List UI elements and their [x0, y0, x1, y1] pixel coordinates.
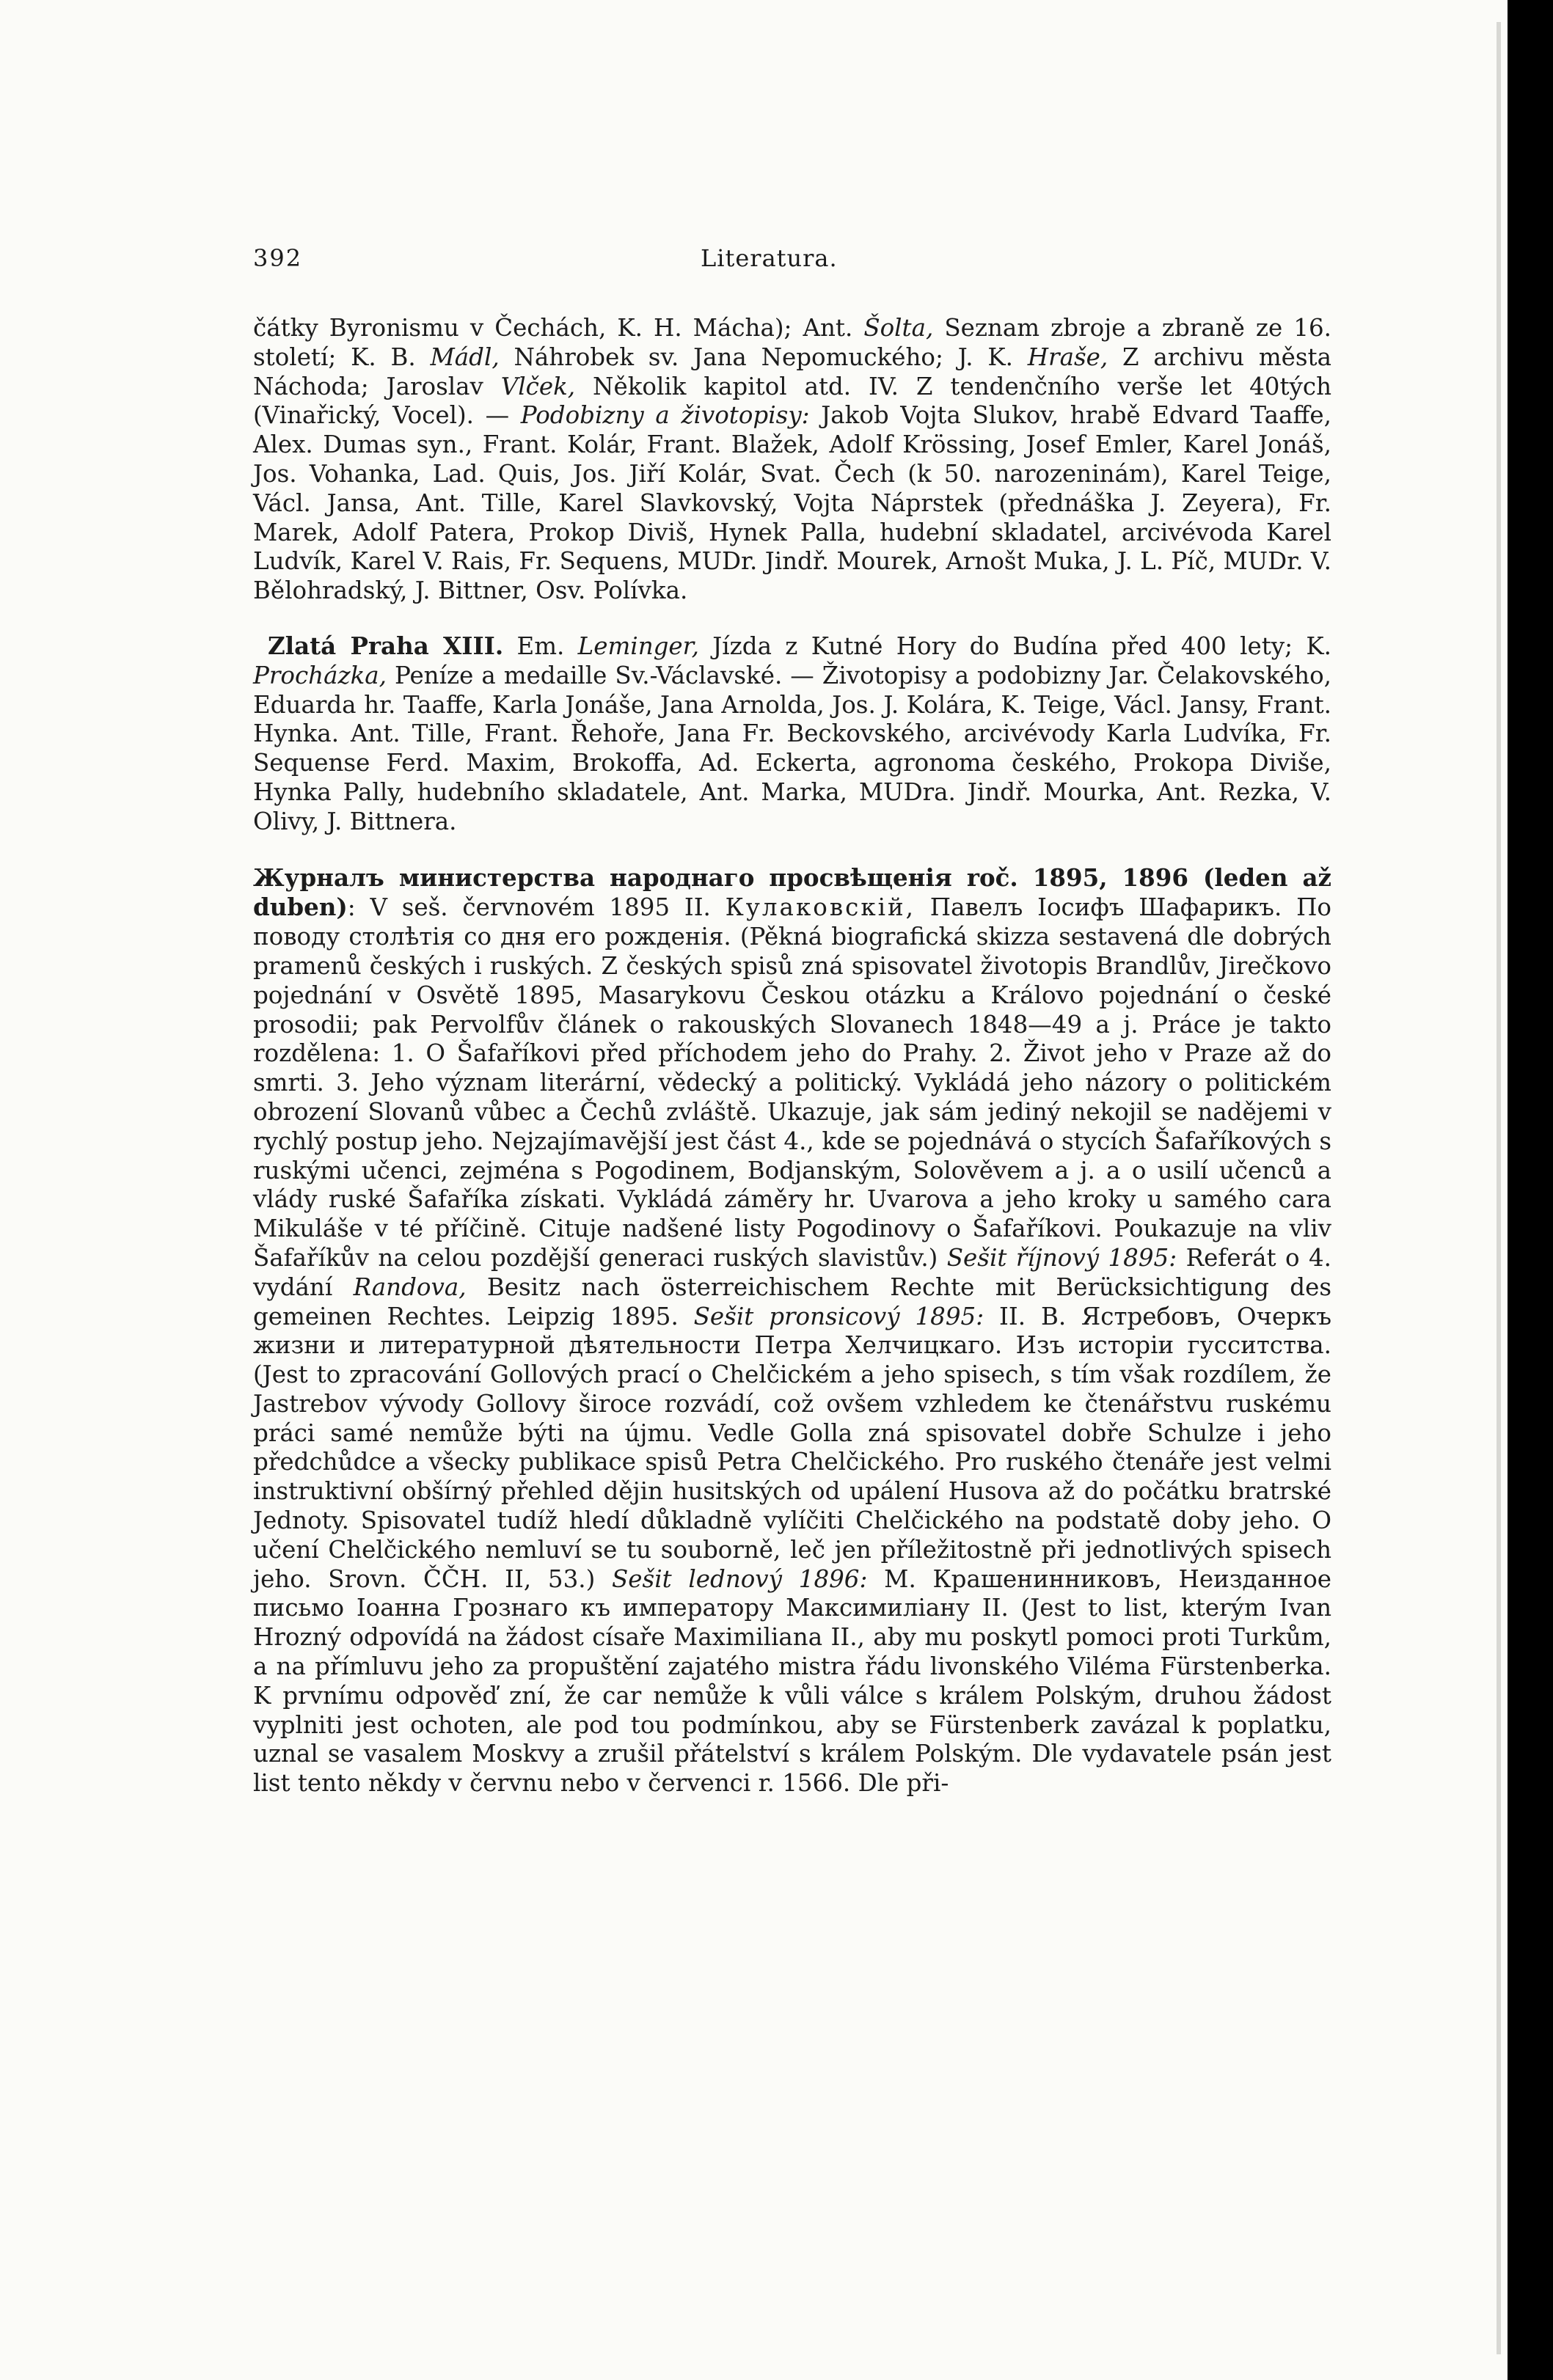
page-header	[253, 244, 1331, 281]
entry-title: Zlatá Praha XIII.	[268, 631, 504, 660]
entry-title: Журналъ министерства народнаго просвѣщенія roč. 1895, 1896 (leden až duben)	[253, 863, 1331, 922]
running-title: Literatura.	[701, 244, 838, 272]
entry-zhurnal: Журналъ министерства народнаго просвѣщенія roč. 1895, 1896 (leden až duben): V seš. červnovém 1895 II. Кулаковскій, Павелъ Іосифъ Шафарикъ. По поводу столѣтія со дня его рожденія. (Pěkná biografická skizza sestavená dle dobrých pramenů českých i ruských. Z českých spisů zná spisovatel životopis Brandlův, Jirečkovo pojednání v Osvětě 1895, Masarykovu Českou otázku a Královo pojednání o české prosodii; pak Pervolfův článek o rakouských Slovanech 1848—49 a j. Práce je takto rozdělena: 1. O Šafaříkovi před příchodem jeho do Prahy. 2. Život jeho v Praze až do smrti. 3. Jeho význam literární, vědecký a politický. Vykládá jeho názory o politickém obrození Slovanů vůbec a Čechů zvláště. Ukazuje, jak sám jediný nekojil se nadějemi v rychlý postup jeho. Nejzajímavější jest část 4., kde se pojednává o stycích Šafaříkových s ruskými učenci, zejména s Pogodinem, Bodjanským, Solověvem a j. a o usilí učenců a vlády ruské Šafaříka získati. Vykládá záměry hr. Uvarova a jeho kroky u samého cara Mikuláše v té příčině. Cituje nadšené listy Pogodinovy o Šafaříkovi. Poukazuje na vliv Šafaříkův na celou pozdější generaci ruských slavistův.) Sešit říjnový 1895: Referát o 4. vydání Randova, Besitz nach österreichischem Rechte mit Berücksichtigung des gemeinen Rechtes. Leipzig 1895. Sešit pronsicový 1895: II. B. Ястребовъ, Очеркъ жизни и литературной дѣятельности Петра Хелчицкаго. Изъ исторіи гусситства. (Jest to zpracování Gollových prací o Chelčickém a jeho spisech, s tím však rozdílem, že Jastrebov vývody Gollovy široce rozvádí, což ovšem vzhledem ke čtenářstvu ruskému práci samé nemůže býti na újmu. Vedle Golla zná spisovatel dobře Schulze i jeho předchůdce a všecky publikace spisů Petra Chelčického. Pro ruského čtenáře jest velmi instruktivní obšírný přehled dějin husitských od upálení Husova až do počátku bratrské Jednoty. Spisovatel tudíž hledí důkladně vylíčiti Chelčického na podstatě doby jeho. O učení Chelčického nemluví se tu souborně, leč jen příležitostně při jednotlivých spisech jeho. Srovn. ČČH. II, 53.) Sešit lednový 1896: M. Крашенинниковъ, Неизданное письмо Іоанна Грознаго къ императору Максимиліану II. (Jest to list, kterým Ivan Hrozný odpovídá na žádost císaře Maximiliana II., aby mu poskytl pomoci proti Turkům, a na přímluvu jeho za propuštění zajatého mistra řádu livonského Viléma Fürstenberka. K prvnímu odpověď zní, že car nemůže k vůli válce s králem Polským, druhou žádost vyplniti jest ochoten, ale pod tou podmínkou, aby se Fürstenberk zavázal k poplatku, uznal se vasalem Moskvy a zrušil přátelství s králem Polským. Dle vydavatele psán jest list tento někdy v červnu nebo v červenci r. 1566. Dle při-	[253, 863, 1332, 1798]
entry-zlata-praha: Zlatá Praha XIII. Em. Leminger, Jízda z Kutné Hory do Budína před 400 lety; K. Procházka, Peníze a medaille Sv.-Václavské. — Životopisy a podobizny Jar. Čelakovského, Eduarda hr. Taaffe, Karla Jonáše, Jana Arnolda, Jos. J. Kolára, K. Teige, Václ. Jansy, Frant. Hynka. Ant. Tille, Frant. Řehoře, Jana Fr. Beckovského, arcivévody Karla Ludvíka, Fr. Sequense Ferd. Maxim, Brokoffa, Ad. Eckerta, agronoma českého, Prokopa Diviše, Hynka Pally, hudebního skladatele, Ant. Marka, MUDra. Jindř. Mourka, Ant. Rezka, V. Olivy, J. Bittnera.	[253, 631, 1331, 835]
page-number: 392	[253, 244, 303, 272]
body-text	[253, 314, 1331, 1798]
scan-border	[1508, 0, 1553, 2380]
scan-edge-line	[1497, 22, 1501, 2354]
entry-continuation: čátky Byronismu v Čechách, K. H. Mácha); Ant. Šolta, Seznam zbroje a zbraně ze 16. století; K. B. Mádl, Náhrobek sv. Jana Nepomuckého; J. K. Hraše, Z archivu města Náchoda; Jaroslav Vlček, Několik kapitol atd. IV. Z tendenčního verše let 40tých (Vinařický, Vocel). — Podobizny a životopisy: Jakob Vojta Slukov, hrabě Edvard Taaffe, Alex. Dumas syn., Frant. Kolár, Frant. Blažek, Adolf Krössing, Josef Emler, Karel Jonáš, Jos. Vohanka, Lad. Quis, Jos. Jiří Kolár, Svat. Čech (k 50. narozeninám), Karel Teige, Václ. Jansa, Ant. Tille, Karel Slavkovský, Vojta Náprstek (přednáška J. Zeyera), Fr. Marek, Adolf Patera, Prokop Diviš, Hynek Palla, hudební skladatel, arcivévoda Karel Ludvík, Karel V. Rais, Fr. Sequens, MUDr. Jindř. Mourek, Arnošt Muka, J. L. Píč, MUDr. V. Bělohradský, J. Bittner, Osv. Polívka.	[253, 314, 1332, 605]
